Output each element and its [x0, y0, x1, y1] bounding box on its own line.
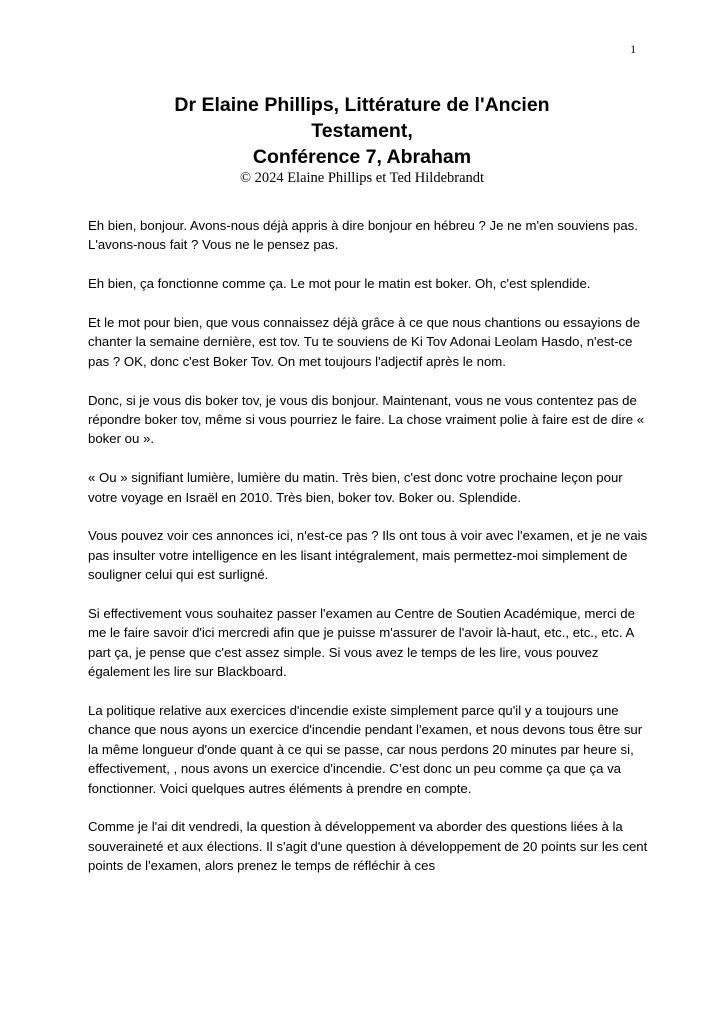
- body-text: [88, 216, 648, 895]
- paragraph: « Ou » signifiant lumière, lumière du matin. Très bien, c'est donc votre prochaine leçon pour votre voyage en Israël en 2010. Très bien, boker tov. Boker ou. Splendide.: [88, 470, 623, 505]
- paragraph: Comme je l'ai dit vendredi, la question à développement va aborder des questions liées à la souveraineté et aux élections. Il s'agit d'une question à développement de 20 points sur les cent points de l'examen, alors prenez le temps de réfléchir à ces: [88, 819, 648, 874]
- paragraph: Donc, si je vous dis boker tov, je vous dis bonjour. Maintenant, vous ne vous contentez pas de répondre boker tov, même si vous pourriez le faire. La chose vraiment polie à faire est de dire « boker ou ».: [88, 392, 645, 447]
- title-line-2: Testament,: [311, 120, 413, 142]
- title-block: [84, 92, 640, 187]
- copyright-line: © 2024 Elaine Phillips et Ted Hildebrandt: [239, 170, 485, 186]
- paragraph: Si effectivement vous souhaitez passer l'examen au Centre de Soutien Académique, merci de me le faire savoir d'ici mercredi afin que je puisse m'assurer de l'avoir là-haut, etc., etc., etc. A part ça, je pense que c'est assez simple. Si vous avez le temps de les lire, vous pouvez également les lire sur Blackboard.: [88, 606, 635, 680]
- paragraph: La politique relative aux exercices d'incendie existe simplement parce qu'il y a toujours une chance que nous ayons un exercice d'incendie pendant l'examen, et nous devons tous être sur la même longueur d'onde quant à ce qui se passe, car nous perdons 20 minutes par heure si, effectivement, , nous avons un exercice d'incendie. C’est donc un peu comme ça que ça va fonctionner. Voici quelques autres éléments à prendre en compte.: [88, 703, 643, 796]
- title-line-3: Conférence 7, Abraham: [252, 146, 472, 168]
- paragraph: Eh bien, ça fonctionne comme ça. Le mot pour le matin est boker. Oh, c'est splendide.: [88, 276, 591, 292]
- page-number: 1: [630, 44, 636, 56]
- paragraph: Et le mot pour bien, que vous connaissez déjà grâce à ce que nous chantions ou essayions de chanter la semaine dernière, est tov. Tu te souviens de Ki Tov Adonai Leolam Hasdo, n'est-ce pas ? OK, donc c'est Boker Tov. On met toujours l'adjectif après le nom.: [88, 315, 641, 369]
- paragraph: Eh bien, bonjour. Avons-nous déjà appris à dire bonjour en hébreu ? Je ne m'en souviens pas. L'avons-nous fait ? Vous ne le pensez pas.: [88, 218, 638, 253]
- paragraph: Vous pouvez voir ces annonces ici, n'est-ce pas ? Ils ont tous à voir avec l'examen, et je ne vais pas insulter votre intelligence en les lisant intégralement, mais permettez-moi simplement de souligner celui qui est surligné.: [88, 528, 648, 583]
- title-line-1: Dr Elaine Phillips, Littérature de l'Ancien: [174, 94, 550, 116]
